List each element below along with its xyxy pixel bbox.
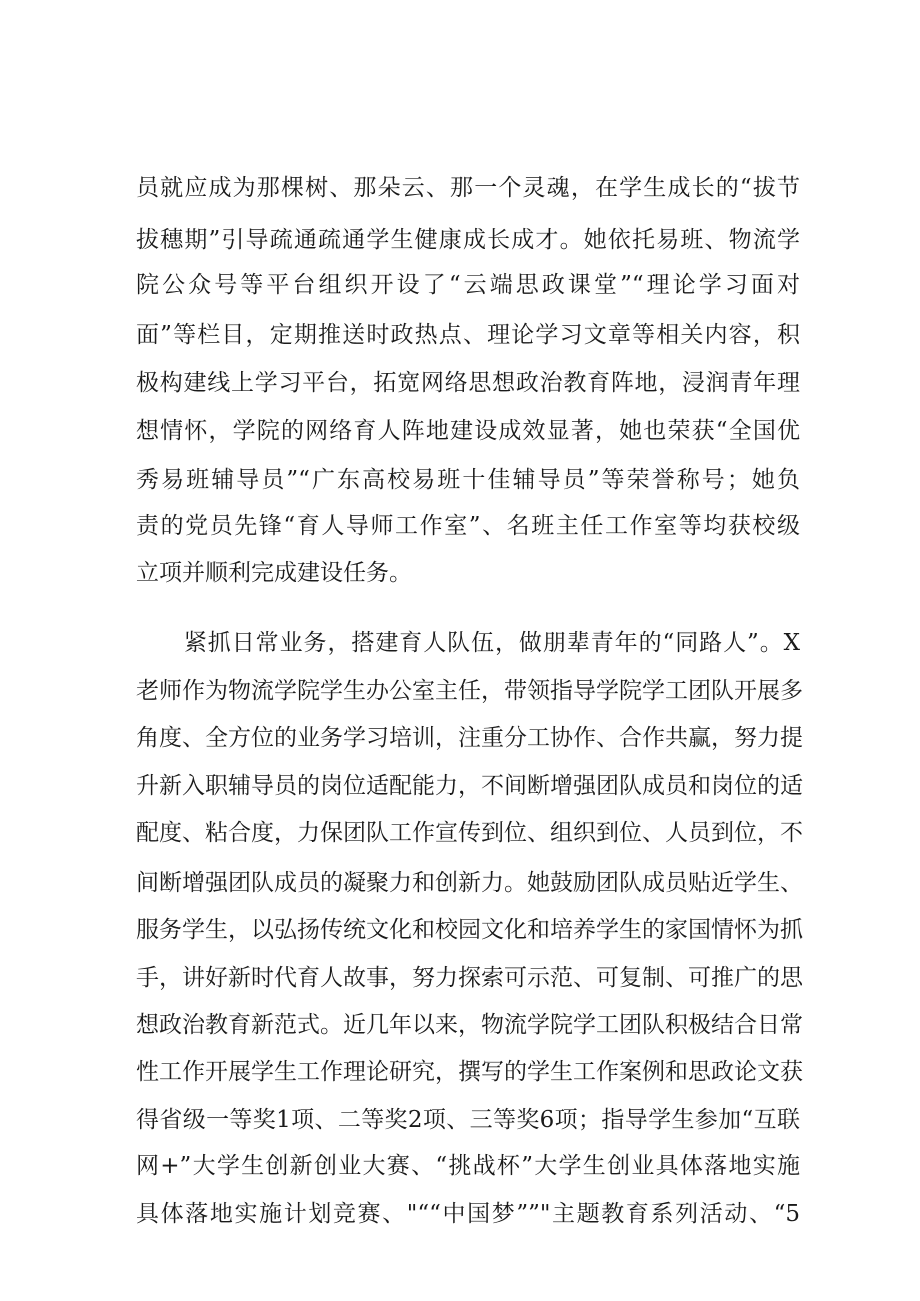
text-line: 角度、全方位的业务学习培训，注重分工协作、合作共赢，努力提 xyxy=(136,725,803,751)
text-line: 极构建线上学习平台，拓宽网络思想政治教育阵地，浸润青年理 xyxy=(136,370,800,396)
text-line: 责的党员先锋“育人导师工作室”、名班主任工作室等均获校级 xyxy=(136,513,800,539)
text-line: 想情怀，学院的网络育人阵地建设成效显著，她也荣获“全国优 xyxy=(136,418,800,444)
text-line: 立项并顺利完成建设任务。 xyxy=(136,560,412,586)
text-line: 具体落地实施计划竞赛、"““中国梦””"主题教育系列活动、“5 xyxy=(136,1201,800,1227)
text-line: 紧抓日常业务，搭建育人队伍，做朋辈青年的“同路人”。X xyxy=(136,630,800,656)
text-line: 性工作开展学生工作理论研究，撰写的学生工作案例和思政论文获 xyxy=(136,1059,803,1085)
text-line: 院公众号等平台组织开设了“云端思政课堂”“理论学习面对 xyxy=(136,272,800,298)
text-line: 面”等栏目，定期推送时政热点、理论学习文章等相关内容，积 xyxy=(136,322,800,348)
text-line: 拔穗期”引导疏通疏通学生健康成长成才。她依托易班、物流学 xyxy=(136,227,800,253)
text-line: 手，讲好新时代育人故事，努力探索可示范、可复制、可推广的思 xyxy=(136,965,803,991)
text-line: 网+”大学生创新创业大赛、“挑战杯”大学生创业具体落地实施 xyxy=(136,1153,800,1179)
text-line: 间断增强团队成员的凝聚力和创新力。她鼓励团队成员贴近学生、 xyxy=(136,870,803,896)
text-line: 秀易班辅导员”“广东高校易班十佳辅导员”等荣誉称号；她负 xyxy=(136,467,800,493)
text-line: 员就应成为那棵树、那朵云、那一个灵魂，在学生成长的“拔节 xyxy=(136,175,800,201)
text-line: 老师作为物流学院学生办公室主任，带领指导学院学工团队开展多 xyxy=(136,678,803,704)
text-line: 得省级一等奖1项、二等奖2项、三等奖6项；指导学生参加“互联 xyxy=(136,1107,800,1133)
text-line: 想政治教育新范式。近几年以来，物流学院学工团队积极结合日常 xyxy=(136,1012,803,1038)
text-line: 服务学生，以弘扬传统文化和校园文化和培养学生的家国情怀为抓 xyxy=(136,917,803,943)
text-line: 升新入职辅导员的岗位适配能力，不间断增强团队成员和岗位的适 xyxy=(136,773,803,799)
text-line: 配度、粘合度，力保团队工作宣传到位、组织到位、人员到位，不 xyxy=(136,820,803,846)
